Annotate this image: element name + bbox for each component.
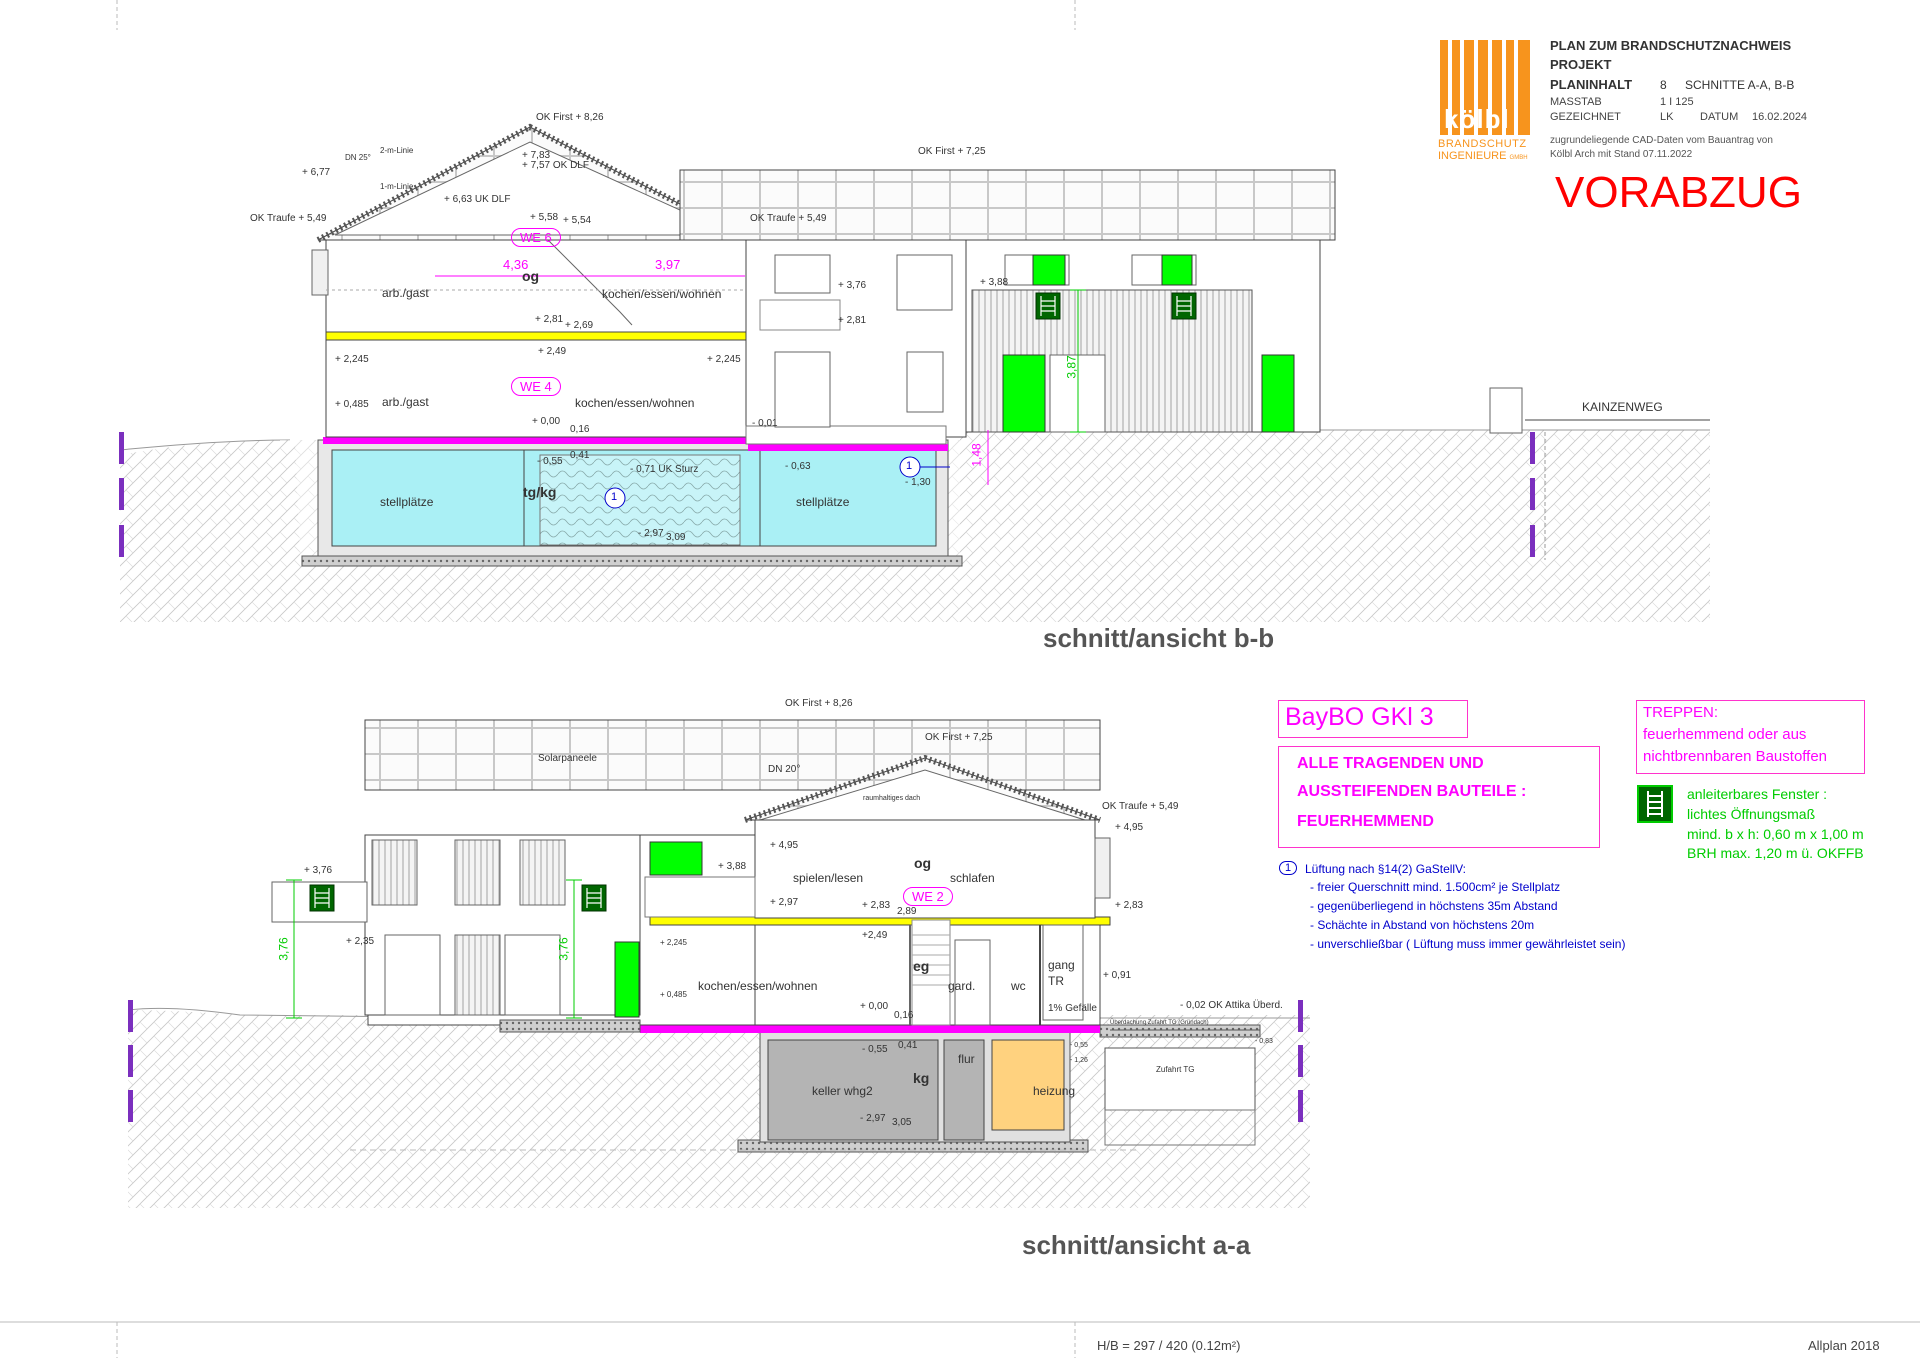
treppen-line1: TREPPEN: (1643, 704, 1719, 721)
section-aa-title: schnitt/ansicht a-a (1022, 1230, 1251, 1260)
bb-ok-first-1: OK First + 8,26 (536, 112, 604, 123)
aa-lvl-297b: - 2,97 (860, 1113, 886, 1124)
bb-lvl-041: 0,41 (570, 450, 590, 461)
aa-eg: eg (913, 958, 930, 974)
masstab-label: MASSTAB (1550, 96, 1602, 108)
treppen-line2: feuerhemmend oder aus (1643, 726, 1807, 743)
bb-lvl-269: + 2,69 (565, 320, 594, 331)
aa-ueberdachung: Überdachung Zufahrt TG (Gründach) (1110, 1020, 1209, 1026)
baybo-label: BayBO GKl 3 (1285, 703, 1434, 731)
datum-value: 16.02.2024 (1752, 111, 1808, 123)
logo-sub1: BRANDSCHUTZ (1438, 138, 1527, 150)
aa-lvl-041: 0,41 (898, 1040, 918, 1051)
aa-lvl-0485: + 0,485 (660, 990, 687, 999)
aa-lvl-495a: + 4,95 (770, 840, 799, 851)
bb-lvl-783: + 7,83 (522, 150, 551, 161)
bb-lvl-063: - 0,63 (785, 461, 811, 472)
aa-kochen: kochen/essen/wohnen (698, 979, 818, 993)
section-bb (119, 127, 1710, 622)
aa-ok-first-1: OK First + 8,26 (785, 698, 853, 709)
lueftung-title: Lüftung nach §14(2) GaStellV: (1305, 862, 1466, 876)
bb-ok-traufe-l: OK Traufe + 5,49 (250, 213, 327, 224)
aa-lvl-297: + 2,97 (770, 897, 799, 908)
bb-lvl-055: - 0,55 (537, 456, 563, 467)
cad-note2: Kölbl Arch mit Stand 07.11.2022 (1550, 149, 1693, 160)
bb-tgkg: tg/kg (523, 484, 557, 500)
aa-kg: kg (913, 1070, 930, 1086)
aa-lvl-289: 2,89 (897, 906, 917, 917)
aa-lvl-495b: + 4,95 (1115, 822, 1144, 833)
aa-heizung: heizung (1033, 1084, 1076, 1098)
aa-dim-376b: 3,76 (556, 937, 571, 961)
bb-we6-badge: WE 6 (511, 228, 561, 247)
ladder-glyph (1639, 787, 1671, 821)
gezeichnet-value: LK (1660, 111, 1674, 123)
section-aa (128, 720, 1310, 1208)
footer-hb: H/B = 297 / 420 (0.12m²) (1097, 1338, 1241, 1353)
datum-label: DATUM (1700, 111, 1739, 123)
fenster-line2: lichtes Öffnungsmaß (1687, 806, 1816, 822)
aa-gang: gang (1048, 958, 1075, 972)
aa-gefaelle: 1% Gefälle (1048, 1003, 1097, 1014)
bb-arb-gast-1: arb./gast (382, 286, 429, 300)
planinhalt-label: PLANINHALT (1550, 77, 1633, 92)
planinhalt-value: SCHNITTE A-A, B-B (1685, 78, 1795, 92)
aa-lvl-2245: + 2,245 (660, 938, 687, 947)
tragend-line1: ALLE TRAGENDEN UND (1297, 755, 1484, 772)
bb-marker-1: 1 (611, 491, 618, 503)
aa-lvl-283b: + 2,83 (1115, 900, 1144, 911)
bb-dim-148: 1,48 (969, 443, 984, 467)
title-line1: PLAN ZUM BRANDSCHUTZNACHWEIS (1550, 38, 1792, 53)
aa-lvl-091: + 0,91 (1103, 970, 1132, 981)
bb-kochen-1: kochen/essen/wohnen (602, 287, 722, 301)
aa-gard: gard. (948, 979, 976, 993)
bb-lvl-016: 0,16 (570, 424, 590, 435)
bb-lvl-388: + 3,88 (980, 277, 1009, 288)
bb-lvl-0485: + 0,485 (335, 399, 369, 410)
bb-arb-gast-2: arb./gast (382, 395, 429, 409)
lueftung-item-2: - gegenüberliegend in höchstens 35m Abstand (1310, 899, 1558, 913)
logo-sub2: INGENIEURE (1438, 150, 1507, 162)
planinhalt-no: 8 (1660, 78, 1667, 92)
logo-wordmark (1444, 104, 1510, 135)
bb-dim-387: 3,87 (1064, 355, 1079, 379)
aa-schlafen: schlafen (950, 871, 995, 885)
cad-note1: zugrundeliegende CAD-Daten vom Bauantrag von (1550, 135, 1773, 146)
aa-ok-traufe: OK Traufe + 5,49 (1102, 801, 1179, 812)
aa-flur: flur (958, 1052, 975, 1066)
bb-stellplaetze-1: stellplätze (380, 495, 434, 509)
bb-ok-traufe-r: OK Traufe + 5,49 (750, 213, 827, 224)
bb-lvl-249: + 2,49 (538, 346, 567, 357)
bb-we4-badge: WE 4 (511, 377, 561, 396)
bb-lvl-554: + 5,54 (563, 215, 592, 226)
fenster-line4: BRH max. 1,20 m ü. OKFFB (1687, 845, 1864, 861)
bb-kochen-2: kochen/essen/wohnen (575, 396, 695, 410)
aa-lvl-016: 0,16 (894, 1010, 914, 1021)
aa-lvl-388: + 3,88 (718, 861, 747, 872)
bb-lvl-281: + 2,81 (535, 314, 564, 325)
bb-lvl-001: - 0,01 (752, 418, 778, 429)
bb-dim-436: 4,36 (503, 257, 529, 272)
aa-ok-first-2: OK First + 7,25 (925, 732, 993, 743)
logo-name: kölbl (1444, 104, 1510, 134)
bb-ok-first-2: OK First + 7,25 (918, 146, 986, 157)
bb-lvl-376: + 3,76 (838, 280, 867, 291)
aa-we2-badge: WE 2 (903, 887, 953, 906)
bb-lvl-663: + 6,63 UK DLF (444, 194, 511, 205)
tragend-line2: AUSSTEIFENDEN BAUTEILE : (1297, 783, 1527, 800)
bb-lvl-677: + 6,77 (302, 167, 331, 178)
bb-stellplaetze-2: stellplätze (796, 495, 850, 509)
bb-lvl-757: + 7,57 OK DLF (522, 160, 589, 171)
aa-dim-376a: 3,76 (276, 937, 291, 961)
aa-lvl-000: + 0,00 (860, 1001, 889, 1012)
aa-wc: wc (1011, 979, 1026, 993)
gezeichnet-label: GEZEICHNET (1550, 111, 1621, 123)
bb-kainzenweg: KAINZENWEG (1582, 400, 1663, 414)
aa-og: og (914, 855, 932, 871)
bb-lvl-071: - 0,71 UK Sturz (630, 464, 699, 475)
fenster-line1: anleiterbares Fenster : (1687, 786, 1828, 802)
aa-lvl-002: - 0,02 OK Attika Überd. (1180, 1000, 1283, 1011)
fenster-line3: mind. b x h: 0,60 m x 1,00 m (1687, 826, 1864, 842)
section-bb-title: schnitt/ansicht b-b (1043, 623, 1275, 653)
aa-keller: keller whg2 (812, 1084, 873, 1098)
aa-lvl-055b: - 0,55 (1070, 1042, 1088, 1049)
aa-solar: Solarpaneele (538, 753, 597, 764)
aa-lvl-283a: + 2,83 (862, 900, 891, 911)
aa-lvl-126: - 1,26 (1070, 1057, 1088, 1064)
aa-lvl-249: +2,49 (862, 930, 888, 941)
aa-spielen: spielen/lesen (793, 871, 864, 885)
bb-marker-1b: 1 (906, 460, 913, 472)
footer-allplan: Allplan 2018 (1808, 1338, 1880, 1353)
bb-lvl-130: - 1,30 (905, 477, 931, 488)
bb-lvl-297: - 2,97 (638, 528, 664, 539)
bb-dn: DN 25° (345, 153, 371, 162)
aa-lvl-376: + 3,76 (304, 865, 333, 876)
aa-zufahrt: Zufahrt TG (1156, 1065, 1195, 1074)
treppen-line3: nichtbrennbaren Baustoffen (1643, 748, 1828, 765)
bb-og: og (522, 268, 540, 284)
aa-lvl-235: + 2,35 (346, 936, 375, 947)
aa-dach: raumhaltiges dach (863, 795, 921, 802)
bb-lvl-000: + 0,00 (532, 416, 561, 427)
tragend-line3: FEUERHEMMEND (1297, 813, 1434, 830)
lueftung-item-3: - Schächte in Abstand von höchstens 20m (1310, 918, 1535, 932)
bb-lvl-309: 3,09 (666, 532, 686, 543)
bb-dim-397: 3,97 (655, 257, 681, 272)
aa-tr: TR (1048, 974, 1064, 988)
vorabzug-stamp: VORABZUG (1555, 168, 1802, 217)
lueftung-item-1: - freier Querschnitt mind. 1.500cm² je Stellplatz (1310, 880, 1561, 894)
logo-sub3: GMBH (1509, 155, 1528, 161)
lueftung-marker: 1 (1279, 861, 1297, 875)
bb-2m-line: 2-m-Linie (380, 146, 414, 155)
title-line2: PROJEKT (1550, 57, 1612, 72)
aa-lvl-083: - 0,83 (1255, 1038, 1273, 1045)
aa-dn: DN 20° (768, 764, 801, 775)
bb-lvl-558: + 5,58 (530, 212, 559, 223)
lueftung-item-4: - unverschließbar ( Lüftung muss immer gewährleistet sein) (1310, 937, 1626, 951)
bb-lvl-2245l: + 2,245 (335, 354, 369, 365)
masstab-value: 1 I 125 (1660, 96, 1694, 108)
aa-lvl-305: 3,05 (892, 1117, 912, 1128)
ladder-icon (1637, 785, 1673, 823)
aa-lvl-055a: - 0,55 (862, 1044, 888, 1055)
logo-sub2-wrap (1438, 150, 1528, 162)
bb-1m-line: 1-m-Linie (380, 182, 414, 191)
bb-lvl-2245r: + 2,245 (707, 354, 741, 365)
bb-lvl-281b: + 2,81 (838, 315, 867, 326)
